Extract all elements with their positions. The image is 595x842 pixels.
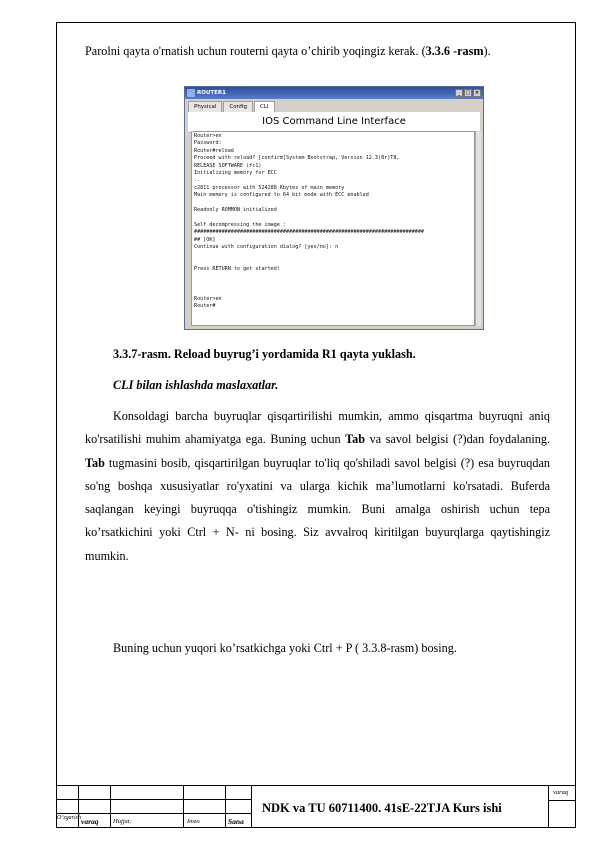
- close-icon[interactable]: ×: [474, 90, 480, 96]
- col-hujjat: Hujjat:: [113, 818, 132, 825]
- title-block-line: [78, 785, 79, 828]
- minimize-icon[interactable]: _: [455, 89, 463, 97]
- console-line: c2811 processor with 524288 Kbytes of main memory: [194, 184, 345, 191]
- cli-header: IOS Command Line Interface: [188, 112, 480, 133]
- console-line: Main memory is configured to 64 bit mode with ECC enabled: [194, 192, 369, 199]
- console-line: [194, 259, 472, 266]
- figure-caption: 3.3.7-rasm. Reload buyrug’i yordamida R1 qayta yuklash.: [113, 347, 416, 361]
- console-scrollbar[interactable]: [475, 131, 481, 326]
- tab-key-text: Tab: [85, 455, 105, 470]
- tab-key-text: Tab: [345, 432, 366, 447]
- console-line: RELEASE SOFTWARE (fc1): [194, 162, 262, 169]
- intro-paragraph: [85, 40, 555, 63]
- window-title: ROUTER1: [197, 90, 226, 96]
- title-block-line: [225, 785, 226, 828]
- tab-cli[interactable]: CLI: [254, 101, 275, 112]
- window-tabs: [185, 99, 483, 112]
- title-block-top-line: [56, 785, 576, 786]
- col-sana: Sana: [228, 817, 244, 826]
- paragraph-text: Konsoldagi barcha buyruqlar qisqartirilishi mumkin, ammo qisqartma buyruqni aniq ko'rsatilishi muhim ahamiyatga ega. Buning uchun: [85, 409, 550, 447]
- intro-end: ).: [483, 44, 491, 58]
- console-line: Router>en: [194, 295, 222, 302]
- title-block-line: [56, 799, 251, 800]
- tab-physical[interactable]: Physical: [188, 101, 222, 112]
- console-line: Password:: [194, 140, 222, 147]
- console-line: Readonly ROMMON initialized: [194, 207, 277, 214]
- router-icon: [187, 89, 195, 97]
- console-line: [194, 289, 472, 296]
- col-ozgarish: O’zgarish: [57, 815, 82, 821]
- console-line: [194, 200, 472, 207]
- paragraph-text: tugmasini bosib, qisqartirilgan buyruqlar to'liq qo'shiladi savol belgisi (?) esa buyruqdan so'ng boshqa xususiyatlar ro'yxatini va ularga kichik ma’lumotlarni ko'rsatadi. Buferda saqlangan keyingi buyruqqa o'tishingiz mumkin. Buni amalga oshirish uchun tepa ko’rsatkichini yoki Ctrl + N- ni bosing. Siz avvalroq kiritilgan buyurqlarga qaytishingiz mumkin.: [85, 455, 550, 563]
- console-line: [194, 281, 472, 288]
- console-line: [194, 274, 472, 281]
- console-line: Initializing memory for ECC: [194, 170, 277, 177]
- tab-config[interactable]: Config: [223, 101, 253, 112]
- paragraph-history: Buning uchun yuqori ko’rsatkichga yoki Ctrl + P ( 3.3.8-rasm) bosing.: [113, 641, 457, 655]
- console-line: Proceed with reload? [confirm]System Bootstrap, Version 12.3(8r)T8,: [194, 155, 400, 162]
- title-block-line: [56, 813, 251, 814]
- console-line: ###########################################################################: [194, 229, 425, 236]
- console-line: Continue with configuration dialog? [yes/no]: n: [194, 244, 339, 251]
- varaq-label: varaq: [553, 789, 569, 796]
- title-block-line: [183, 785, 184, 828]
- title-block-line: [548, 785, 549, 828]
- console-line: ## [OK]: [194, 236, 216, 243]
- console-line: Press RETURN to get started!: [194, 266, 280, 273]
- console-line: ..: [194, 177, 201, 184]
- console-line: [194, 214, 472, 221]
- section-title: CLI bilan ishlashda maslaxatlar.: [113, 378, 279, 392]
- title-block-line: [548, 800, 576, 801]
- window-titlebar: [185, 87, 483, 99]
- document-title: NDK va TU 60711400. 41sE-22TJA Kurs ishi: [262, 801, 502, 815]
- col-varaq: varaq: [81, 817, 99, 826]
- cli-console[interactable]: [191, 131, 475, 326]
- intro-text: Parolni qayta o'rnatish uchun routerni qayta o’chirib yoqingiz kerak. (: [85, 44, 426, 58]
- title-block-line: [110, 785, 111, 828]
- console-line: Router#reload: [194, 147, 234, 154]
- console-line: Router>en: [194, 133, 222, 139]
- maximize-icon[interactable]: □: [465, 90, 471, 96]
- col-imzo: Imzo: [187, 818, 200, 825]
- paragraph-text: va savol belgisi (?)dan foydalaning.: [365, 432, 551, 447]
- console-line: Router#: [194, 303, 216, 310]
- paragraph-tips: [85, 405, 550, 568]
- title-block-line: [251, 785, 252, 828]
- router-cli-window: [184, 86, 484, 330]
- figure-ref: 3.3.6 -rasm: [425, 44, 484, 58]
- console-line: [194, 252, 472, 259]
- console-line: Self decompressing the image :: [194, 221, 287, 228]
